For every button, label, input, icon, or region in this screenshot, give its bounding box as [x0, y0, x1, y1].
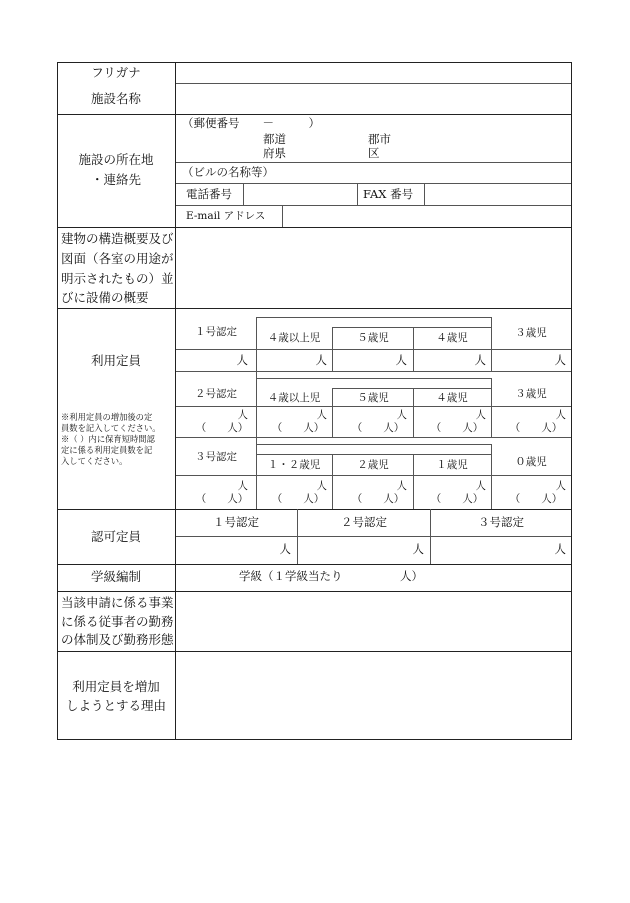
auth-cert1-label: １号認定 — [213, 515, 259, 529]
c2-unit-4: 人 — [475, 409, 486, 421]
rule-location-bottom — [57, 227, 572, 228]
border-right — [571, 62, 572, 740]
auth-cert3-label: ３号認定 — [478, 515, 524, 529]
c2-unit-2: 人 — [316, 409, 327, 421]
vline-cap-1 — [256, 317, 257, 509]
c3-unit-4: 人 — [475, 480, 486, 492]
c2-unit-5: 人 — [555, 409, 566, 421]
rule-address — [175, 162, 572, 163]
border-top — [57, 62, 572, 63]
furigana-label: フリガナ — [91, 65, 141, 80]
c3-unit-5: 人 — [555, 480, 566, 492]
rule-name-bottom — [57, 114, 572, 115]
c3-paren-3: （ 人） — [351, 493, 405, 505]
rule-capacity-bottom — [57, 509, 572, 510]
rule-c2-age-top — [256, 378, 491, 379]
c2-paren-4: （ 人） — [430, 422, 484, 434]
rule-auth-bottom — [57, 564, 572, 565]
vline-cap-2b — [332, 388, 333, 437]
email-label: E-mail アドレス — [186, 210, 266, 222]
c1-unit-4: 人 — [474, 353, 486, 367]
rule-c2-values — [175, 406, 572, 407]
vline-cap-3a — [413, 327, 414, 371]
c3-unit-1: 人 — [237, 480, 248, 492]
border-bottom — [57, 739, 572, 740]
rule-auth-values — [175, 536, 572, 537]
prefecture-top: 都道 — [263, 132, 286, 146]
rule-c3-values — [175, 475, 572, 476]
cert2-label: ２号認定 — [195, 388, 237, 400]
capacity-label: 利用定員 — [90, 353, 142, 368]
capacity-note-5: 入してください。 — [61, 456, 128, 466]
c2-age-4: ４歳児 — [436, 392, 468, 404]
c2-paren-3: （ 人） — [351, 422, 405, 434]
cert1-label: １号認定 — [195, 326, 237, 338]
city-bottom: 区 — [368, 146, 380, 160]
rule-furigana — [175, 83, 572, 84]
vline-cap-4b — [491, 378, 492, 437]
class-org-value: 学級（１学級当たり 人） — [239, 569, 423, 583]
c3-paren-4: （ 人） — [430, 493, 484, 505]
c2-age-5: ５歳児 — [357, 392, 389, 404]
c1-unit-3: 人 — [395, 353, 407, 367]
rule-overview-bottom — [57, 308, 572, 309]
auth-cert2-label: ２号認定 — [341, 515, 387, 529]
city-top: 郡市 — [368, 132, 391, 146]
overview-line-4: びに設備の概要 — [61, 290, 149, 305]
rule-c2-age-sub — [332, 388, 491, 389]
c1-unit-1: 人 — [236, 353, 248, 367]
c2-unit-1: 人 — [237, 409, 248, 421]
c1-unit-5: 人 — [554, 353, 566, 367]
c2-age-4over: ４歳以上児 — [267, 392, 321, 404]
rule-building — [175, 183, 572, 184]
vline-cap-4a — [491, 317, 492, 371]
auth-unit-2: 人 — [412, 542, 424, 556]
rule-c1-bottom — [175, 371, 572, 372]
capacity-note-1: ※利用定員の増加後の定 — [61, 412, 153, 422]
capacity-note-2: 員数を記入してください。 — [61, 423, 161, 433]
capacity-note-4: 定に係る利用定員数を記 — [61, 445, 153, 455]
c3-paren-1: （ 人） — [195, 493, 249, 505]
c3-unit-2: 人 — [316, 480, 327, 492]
rule-phone — [175, 205, 572, 206]
building-name-label: （ビルの名称等） — [182, 165, 274, 179]
c3-unit-3: 人 — [396, 480, 407, 492]
rule-c1-values — [175, 349, 572, 350]
staff-line-2: に係る従事者の勤務 — [61, 614, 174, 629]
c3-age-2: ２歳児 — [357, 459, 389, 471]
rule-c2-bottom — [175, 437, 572, 438]
vline-cap-2c — [332, 454, 333, 509]
staff-line-1: 当該申請に係る事業 — [61, 595, 174, 610]
vline-cap-4c — [491, 444, 492, 509]
fax-label: FAX 番号 — [363, 187, 414, 201]
c2-age-3: ３歳児 — [515, 388, 547, 400]
rule-c3-age-top — [256, 444, 491, 445]
location-label-line1: 施設の所在地 — [78, 152, 154, 167]
c3-age-1: １歳児 — [436, 459, 468, 471]
location-label-line2: ・連絡先 — [90, 172, 142, 187]
c1-unit-2: 人 — [315, 353, 327, 367]
auth-unit-3: 人 — [554, 542, 566, 556]
c2-paren-2: （ 人） — [271, 422, 325, 434]
overview-line-1: 建物の構造概要及び — [61, 231, 174, 246]
vline-phone-value — [243, 183, 244, 205]
phone-label: 電話番号 — [186, 187, 232, 201]
c1-age-4: ４歳児 — [436, 332, 468, 344]
c2-paren-5: （ 人） — [509, 422, 563, 434]
c3-age-0: ０歳児 — [515, 456, 547, 468]
c1-age-3: ３歳児 — [515, 327, 547, 339]
staff-line-3: の体制及び勤務形態 — [61, 632, 174, 647]
vline-email-value — [282, 205, 283, 227]
c3-age-1-2: １・２歳児 — [267, 459, 321, 471]
authorized-capacity-label: 認可定員 — [90, 529, 142, 544]
prefecture-bottom: 府県 — [263, 146, 286, 160]
c2-paren-1: （ 人） — [195, 422, 249, 434]
rule-c3-age-sub — [256, 454, 491, 455]
label-column-divider — [175, 62, 176, 740]
reason-line-1: 利用定員を増加 — [72, 679, 160, 694]
c1-age-5: ５歳児 — [357, 332, 389, 344]
reason-line-2: しようとする理由 — [65, 698, 167, 713]
c1-age-4over: ４歳以上児 — [267, 332, 321, 344]
overview-line-3: 明示されたもの）並 — [61, 271, 174, 286]
border-left — [57, 62, 58, 740]
class-org-label: 学級編制 — [90, 569, 142, 584]
vline-fax-value — [424, 183, 425, 205]
c3-paren-2: （ 人） — [271, 493, 325, 505]
facility-name-label: 施設名称 — [90, 91, 142, 106]
overview-line-2: 図面（各室の用途が — [61, 251, 174, 266]
vline-cap-3b — [413, 388, 414, 437]
vline-cap-3c — [413, 454, 414, 509]
postal-code-label: （郵便番号 － ） — [182, 116, 320, 130]
rule-c1-age-sub — [332, 327, 491, 328]
rule-c1-age-top — [256, 317, 491, 318]
vline-fax-label — [357, 183, 358, 205]
vline-auth-1 — [297, 509, 298, 564]
rule-class-bottom — [57, 591, 572, 592]
capacity-note-3: ※（ ）内に保育短時間認 — [61, 434, 155, 444]
cert3-label: ３号認定 — [195, 451, 237, 463]
c3-paren-5: （ 人） — [509, 493, 563, 505]
rule-staff-bottom — [57, 651, 572, 652]
c2-unit-3: 人 — [396, 409, 407, 421]
vline-auth-2 — [430, 509, 431, 564]
vline-cap-2a — [332, 327, 333, 371]
auth-unit-1: 人 — [279, 542, 291, 556]
